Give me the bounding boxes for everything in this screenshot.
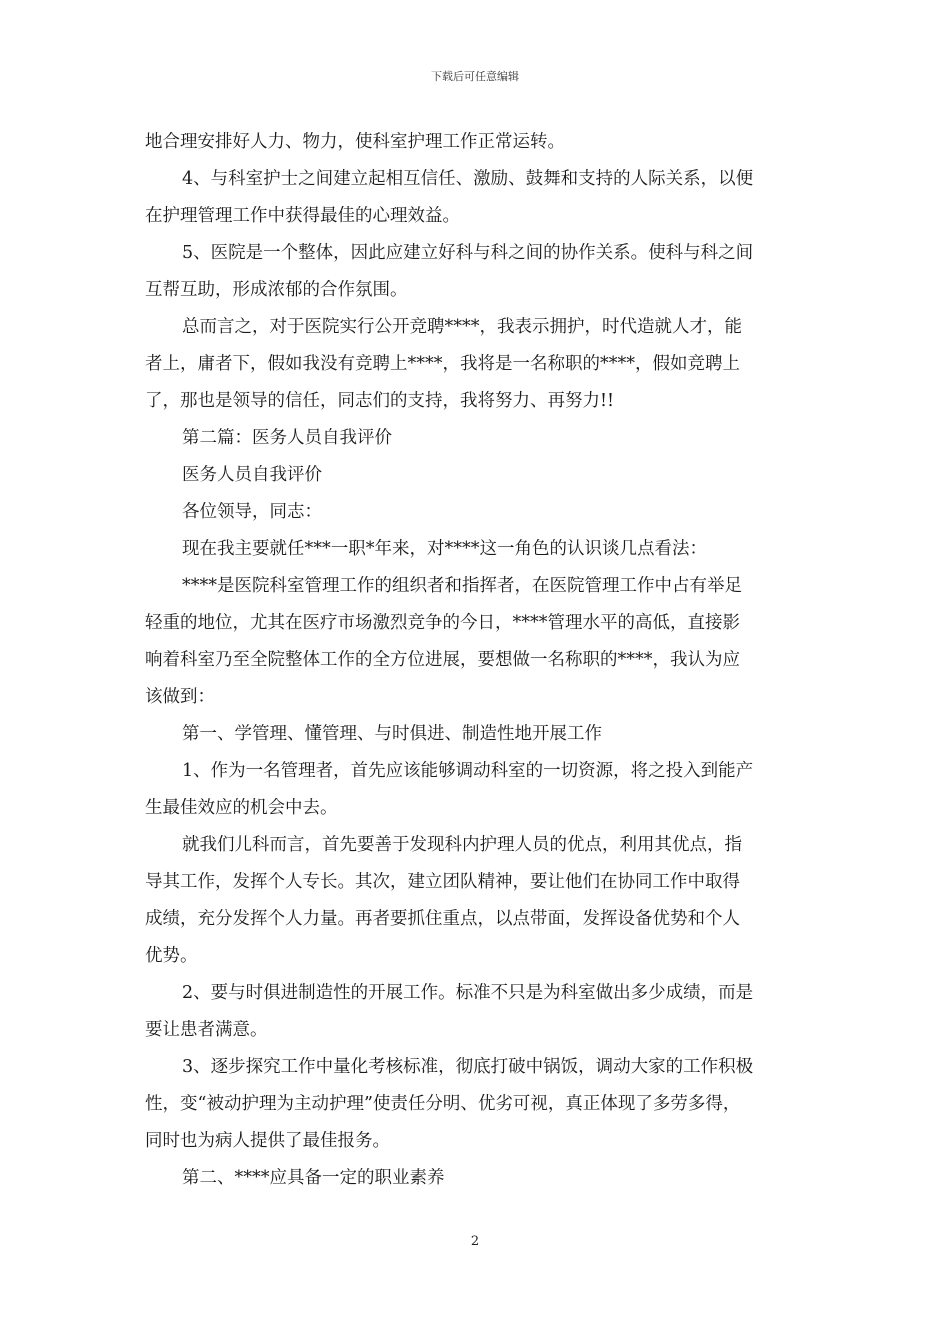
text-line: 各位领导，同志： xyxy=(182,502,322,522)
text-line: 第二篇：医务人员自我评价 xyxy=(182,428,392,448)
text-line: 轻重的地位，尤其在医疗市场激烈竞争的今日，****管理水平的高低，直接影 xyxy=(145,613,740,633)
text-line: 者上，庸者下，假如我没有竞聘上****，我将是一名称职的****，假如竞聘上 xyxy=(145,354,740,374)
page-header: 下载后可任意编辑 xyxy=(431,70,519,83)
text-line: 性，变“被动护理为主动护理”使责任分明、优劣可视，真正体现了多劳多得， xyxy=(145,1094,741,1114)
text-line: 优势。 xyxy=(145,946,198,966)
text-line: 该做到： xyxy=(145,687,215,707)
text-line: 第一、学管理、懂管理、与时俱进、制造性地开展工作 xyxy=(182,724,602,744)
text-line: 同时也为病人提供了最佳报务。 xyxy=(145,1131,390,1151)
text-line: 3、逐步探究工作中量化考核标准，彻底打破中锅饭，调动大家的工作积极 xyxy=(182,1057,754,1077)
text-line: 互帮互助，形成浓郁的合作氛围。 xyxy=(145,280,408,300)
text-line: 了，那也是领导的信任，同志们的支持，我将努力、再努力!! xyxy=(145,391,615,411)
document-body xyxy=(145,124,807,1197)
text-line: 要让患者满意。 xyxy=(145,1020,268,1040)
page-number: 2 xyxy=(470,1234,480,1249)
text-line: 4、与科室护士之间建立起相互信任、激励、鼓舞和支持的人际关系，以便 xyxy=(182,169,754,189)
text-line: 成绩，充分发挥个人力量。再者要抓住重点，以点带面，发挥设备优势和个人 xyxy=(145,909,740,929)
text-line: 医务人员自我评价 xyxy=(182,465,322,485)
text-line: 在护理管理工作中获得最佳的心理效益。 xyxy=(145,206,460,226)
text-line: 生最佳效应的机会中去。 xyxy=(145,798,338,818)
text-line: 1、作为一名管理者，首先应该能够调动科室的一切资源，将之投入到能产 xyxy=(182,761,754,781)
text-line: 响着科室乃至全院整体工作的全方位进展，要想做一名称职的****，我认为应 xyxy=(145,650,740,670)
text-line: 现在我主要就任***一职*年来，对****这一角色的认识谈几点看法： xyxy=(182,539,707,559)
text-line: 地合理安排好人力、物力，使科室护理工作正常运转。 xyxy=(145,132,565,152)
text-line: 就我们儿科而言，首先要善于发现科内护理人员的优点，利用其优点，指 xyxy=(182,835,742,855)
text-line: 2、要与时俱进制造性的开展工作。标准不只是为科室做出多少成绩，而是 xyxy=(182,983,754,1003)
text-line: 第二、****应具备一定的职业素养 xyxy=(182,1168,445,1188)
text-line: 5、医院是一个整体，因此应建立好科与科之间的协作关系。使科与科之间 xyxy=(182,243,754,263)
text-line: ****是医院科室管理工作的组织者和指挥者，在医院管理工作中占有举足 xyxy=(182,576,742,596)
text-line: 总而言之，对于医院实行公开竞聘****，我表示拥护，时代造就人才，能 xyxy=(182,317,742,337)
text-line: 导其工作，发挥个人专长。其次，建立团队精神，要让他们在协同工作中取得 xyxy=(145,872,740,892)
